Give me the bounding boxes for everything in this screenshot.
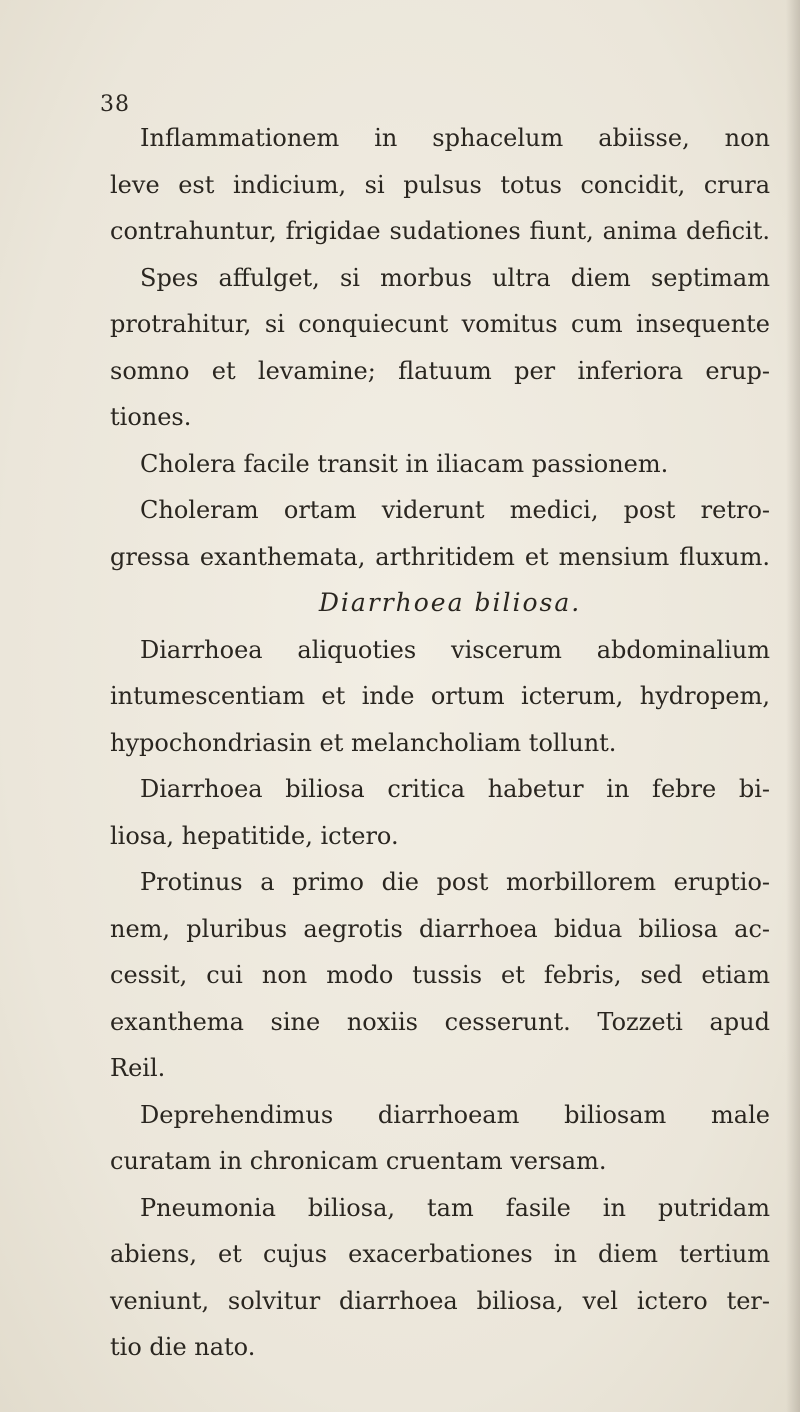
text-line: Reil.: [110, 1054, 166, 1082]
text-line: liosa, hepatitide, ictero.: [110, 821, 399, 850]
text-line: Spes affulget, si morbus ultra diem septimam: [140, 263, 770, 292]
text-line: gressa exanthemata, arthritidem et mensium fluxum.: [110, 542, 770, 571]
body-text: [110, 115, 770, 1371]
text-line: Pneumonia biliosa, tam fasile in putridam: [140, 1193, 770, 1222]
text-line: cessit, cui non modo tussis et febris, sed etiam: [110, 961, 770, 989]
text-line: veniunt, solvitur diarrhoea biliosa, vel ictero ter-: [110, 1286, 770, 1315]
text-line: Diarrhoea aliquoties viscerum abdominalium: [140, 635, 770, 664]
text-line: Inflammationem in sphacelum abiisse, non: [140, 124, 770, 152]
text-line: curatam in chronicam cruentam versam.: [110, 1147, 607, 1175]
text-line: Choleram ortam viderunt medici, post retro-: [140, 496, 770, 524]
text-line: protrahitur, si conquiecunt vomitus cum insequente: [110, 310, 770, 338]
text-line: Cholera facile transit in iliacam passionem.: [140, 449, 669, 478]
page-edge-shadow: [786, 0, 800, 1412]
text-line: abiens, et cujus exacerbationes in diem tertium: [110, 1240, 770, 1268]
text-line: tiones.: [110, 403, 192, 431]
page-number: 38: [100, 92, 130, 117]
text-line: nem, pluribus aegrotis diarrhoea bidua biliosa ac-: [110, 914, 770, 943]
text-line: contrahuntur, frigidae sudationes fiunt, anima deficit.: [110, 217, 770, 245]
text-line: exanthema sine noxiis cesserunt. Tozzeti apud: [110, 1007, 770, 1036]
text-line: Deprehendimus diarrhoeam biliosam male: [140, 1100, 770, 1129]
section-heading: Diarrhoea biliosa.: [318, 588, 582, 617]
text-line: Protinus a primo die post morbillorem eruptio-: [140, 868, 770, 896]
text-line: intumescentiam et inde ortum icterum, hydropem,: [110, 682, 770, 710]
text-line: Diarrhoea biliosa critica habetur in febre bi-: [140, 775, 770, 803]
text-line: tio die nato.: [110, 1333, 256, 1361]
text-line: hypochondriasin et melancholiam tollunt.: [110, 728, 617, 757]
text-line: somno et levamine; flatuum per inferiora erup-: [110, 356, 770, 385]
text-line: leve est indicium, si pulsus totus concidit, crura: [110, 170, 770, 199]
